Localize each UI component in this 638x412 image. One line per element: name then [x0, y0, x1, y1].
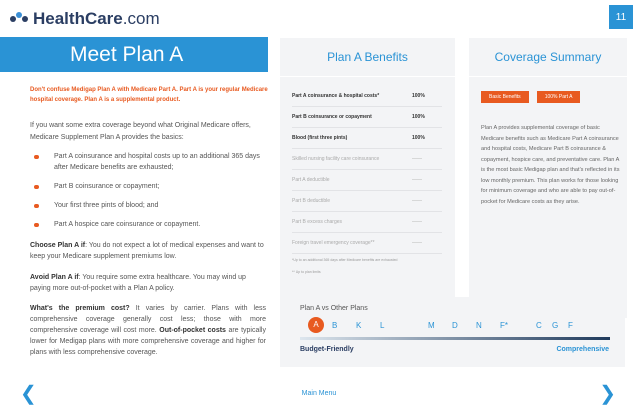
benefit-value: —— [412, 177, 422, 183]
logo-people-icon [10, 11, 30, 27]
benefit-value: —— [412, 240, 422, 246]
basic-benefits-badge: Basic Benefits [481, 91, 529, 103]
plan-benefits-panel [280, 38, 455, 318]
benefit-name: Part B deductible [292, 198, 331, 204]
bullet-item: Part A coinsurance and hospital costs up to an additional 365 days after Medicare benefits are exhausted; [30, 151, 270, 173]
benefit-name: Skilled nursing facility care coinsurance [292, 156, 380, 162]
avoid-paragraph: Avoid Plan A if: You require some extra healthcare. You may wind up paying more out-of-pocket with a Plan A policy. [30, 274, 246, 292]
plan-letter-g: G [552, 321, 559, 330]
benefit-row [292, 128, 442, 149]
benefit-name: Part A coinsurance & hospital costs* [292, 93, 380, 99]
plan-letter-a: A [308, 317, 324, 333]
benefit-name: Blood (first three pints) [292, 135, 348, 141]
plan-letter-n: N [476, 321, 482, 330]
intro-note: Don't confuse Medigap Plan A with Medicare Part A. Part A is your regular Medicare hospital coverage. Plan A is a supplemental product. [30, 87, 268, 103]
plan-letter-m: M [428, 321, 435, 330]
benefit-row [292, 212, 442, 233]
coverage-summary-panel [469, 38, 627, 318]
benefit-row [292, 107, 442, 128]
footnote-2: ** Up to plan limits [292, 270, 321, 274]
bullet-item: Your first three pints of blood; and [30, 200, 270, 211]
brand-suffix: .com [122, 9, 160, 28]
healthcare-logo[interactable] [10, 9, 160, 29]
page-number-badge: 11 [609, 5, 633, 29]
bullet-dash-icon [34, 204, 39, 208]
plan-letter-scale [308, 317, 608, 335]
plan-letter-l: L [380, 321, 385, 330]
coverage-summary-title: Coverage Summary [469, 38, 627, 77]
benefit-value: —— [412, 198, 422, 204]
benefit-name: Part B excess charges [292, 219, 343, 225]
choose-paragraph: Choose Plan A if: You do not expect a lot of medical expenses and want to keep your Medicare supplement premiums low. [30, 242, 264, 260]
plan-comparison-panel [280, 297, 625, 367]
footnote-1: *Up to an additional 365 days after Medicare benefits are exhausted [292, 258, 398, 262]
benefit-row [292, 233, 442, 254]
benefit-name: Part B coinsurance or copayment [292, 114, 372, 120]
benefits-bullet-list [30, 151, 270, 238]
plan-letter-k: K [356, 321, 362, 330]
benefit-value: 100% [412, 135, 425, 141]
bullet-dash-icon [34, 155, 39, 159]
benefit-name: Foreign travel emergency coverage** [292, 240, 375, 246]
benefit-row [292, 191, 442, 212]
benefit-row [292, 149, 442, 170]
chevron-right-icon[interactable]: ❯ [599, 383, 616, 405]
plan-letter-f-star: F* [500, 321, 508, 330]
benefit-value: 100% [412, 93, 425, 99]
benefit-value: —— [412, 156, 422, 162]
benefit-row [292, 86, 442, 107]
comprehensive-label: Comprehensive [556, 346, 609, 353]
plan-letter-d: D [452, 321, 458, 330]
top-bar [0, 0, 638, 34]
brand-name: HealthCare [33, 9, 123, 28]
part-a-badge: 100% Part A [537, 91, 581, 103]
plan-letter-f: F [568, 321, 573, 330]
bullet-dash-icon [34, 185, 39, 189]
lead-paragraph: If you want some extra coverage beyond what Original Medicare offers, Medicare Supplement Plan A provides the basics: [30, 122, 251, 141]
coverage-summary-text: Plan A provides supplemental coverage of basic Medicare benefits such as Medicare Part A coinsurance and hospital costs, Medicare Part B coinsurance & copayment, hospice care, and preventative care. Plan A is the most basic Medigap plan and that's reflected in its low monthly premium. This plan works for those looking for minimum coverage and who are able to pay out-of-pocket for Medicare costs as they arise. [481, 125, 620, 205]
benefit-name: Part A deductible [292, 177, 330, 183]
chevron-left-icon[interactable]: ❮ [20, 383, 37, 405]
plan-letter-c: C [536, 321, 542, 330]
bullet-item: Part A hospice care coinsurance or copayment. [30, 219, 270, 230]
coverage-badges [481, 91, 580, 103]
bullet-dash-icon [34, 223, 39, 227]
bullet-item: Part B coinsurance or copayment; [30, 181, 270, 192]
benefit-row [292, 170, 442, 191]
benefit-value: —— [412, 219, 422, 225]
plan-benefits-title: Plan A Benefits [280, 38, 455, 77]
premium-paragraph: What's the premium cost? It varies by carrier. Plans with less comprehensive coverage generally cost less; those with more comprehensive coverage will cost more. Out-of-pocket costs are typically lower for Medigap plans with more comprehensive coverage and higher for plans with less comprehensive coverage. [30, 305, 266, 356]
benefit-value: 100% [412, 114, 425, 120]
plan-letter-b: B [332, 321, 338, 330]
main-menu-link[interactable]: Main Menu [301, 390, 337, 397]
coverage-gradient-bar [300, 337, 610, 340]
page-title: Meet Plan A [0, 37, 268, 72]
budget-friendly-label: Budget-Friendly [300, 346, 354, 353]
comparison-title: Plan A vs Other Plans [300, 305, 368, 312]
